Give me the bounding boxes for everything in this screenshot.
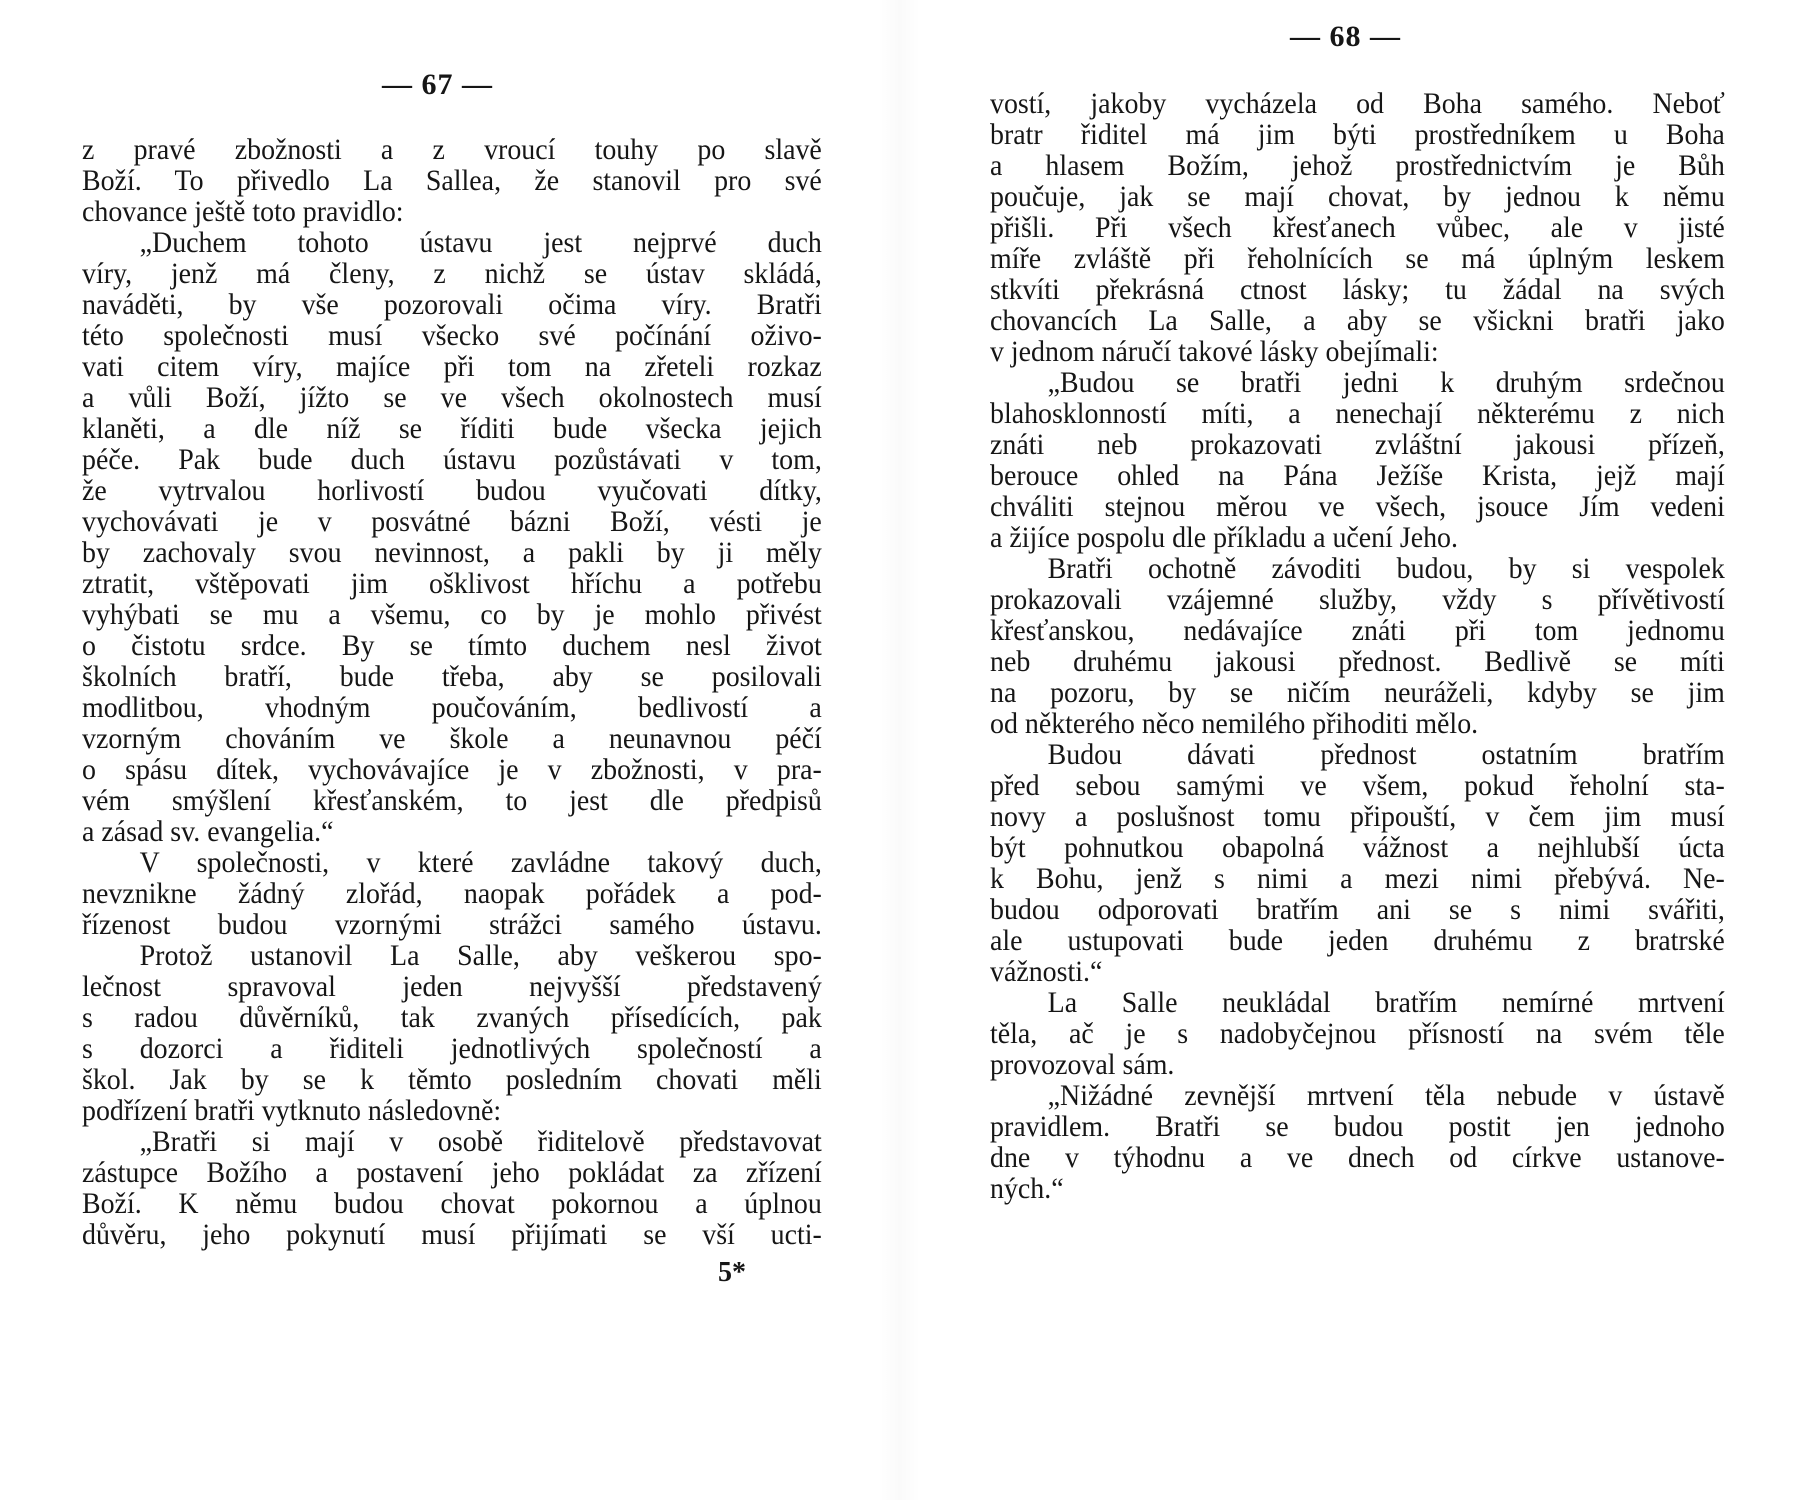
text-line: vzorným chováním ve škole a neunavnou péčí xyxy=(82,722,822,755)
text-line: novy a poslušnost tomu připouští, v čem jim musí xyxy=(990,800,1725,833)
text-line: berouce ohled na Pána Ježíše Krista, jejž mají xyxy=(990,459,1725,492)
page-number-right: — 68 — xyxy=(1290,20,1401,53)
text-line: Boží. To přivedlo La Sallea, že stanovil pro své xyxy=(82,164,822,197)
text-line: a vůli Boží, jížto se ve všech okolnostech musí xyxy=(82,381,822,414)
text-line: prokazovali vzájemné služby, vždy s přívětivostí xyxy=(990,583,1725,616)
text-line: důvěru, jeho pokynutí musí přijímati se vší ucti- xyxy=(82,1218,822,1251)
text-line: chváliti stejnou měrou ve všech, jsouce Jím vedeni xyxy=(990,490,1725,523)
text-line: La Salle neukládal bratřím nemírné mrtvení xyxy=(1047,986,1725,1019)
text-line: blahosklonností míti, a nenechají některému z nich xyxy=(990,397,1725,430)
text-line: řízenost budou vzornými strážci samého ústavu. xyxy=(82,908,822,941)
signature-mark: 5* xyxy=(718,1257,746,1288)
text-line: že vytrvalou horlivostí budou vyučovati dítky, xyxy=(82,474,822,507)
text-line: podřízení bratři vytknuto následovně: xyxy=(82,1094,502,1127)
text-line: přišli. Při všech křesťanech vůbec, ale v jisté xyxy=(990,211,1725,244)
page-number-left: — 67 — xyxy=(382,68,493,101)
book-gutter xyxy=(880,0,920,1500)
text-line: Boží. K němu budou chovat pokornou a úplnou xyxy=(82,1187,822,1220)
text-line: vém smýšlení křesťanském, to jest dle předpisů xyxy=(82,784,822,817)
text-line: být pohnutkou obapolná vážnost a nejhlubší úcta xyxy=(990,831,1725,864)
text-line: a hlasem Božím, jehož prostřednictvím je Bůh xyxy=(990,149,1725,182)
text-line: budou odporovati bratřím ani se s nimi svářiti, xyxy=(990,893,1725,926)
text-line: ných.“ xyxy=(990,1172,1064,1205)
text-line: o čistotu srdce. By se tímto duchem nesl život xyxy=(82,629,822,662)
text-line: vážnosti.“ xyxy=(990,955,1103,988)
text-line: by zachovaly svou nevinnost, a pakli by ji měly xyxy=(82,536,822,569)
text-line: vostí, jakoby vycházela od Boha samého. Neboť xyxy=(990,87,1725,120)
text-line: péče. Pak bude duch ústavu pozůstávati v tom, xyxy=(82,443,822,476)
text-line: bratr řiditel má jim býti prostředníkem u Boha xyxy=(990,118,1725,151)
text-line: „Bratři si mají v osobě řiditelově představovat xyxy=(139,1125,822,1158)
text-line: a zásad sv. evangelia.“ xyxy=(82,815,334,848)
text-line: Protož ustanovil La Salle, aby veškerou spo- xyxy=(139,939,822,972)
text-line: školních bratří, bude třeba, aby se posilovali xyxy=(82,660,822,693)
text-line: zástupce Božího a postavení jeho pokládat za zřízení xyxy=(82,1156,822,1189)
text-line: naváděti, by vše pozorovali očima víry. Bratři xyxy=(82,288,822,321)
text-line: V společnosti, v které zavládne takový duch, xyxy=(139,846,822,879)
text-line: a žijíce pospolu dle příkladu a učení Jeho. xyxy=(990,521,1458,554)
text-line: míře zvláště při řeholnících se má úplným leskem xyxy=(990,242,1725,275)
text-line: s radou důvěrníků, tak zvaných přísedících, pak xyxy=(82,1001,822,1034)
text-line: s dozorci a řiditeli jednotlivých společností a xyxy=(82,1032,822,1065)
text-line: v jednom náručí takové lásky obejímali: xyxy=(990,335,1439,368)
text-line: poučuje, jak se mají chovat, by jednou k němu xyxy=(990,180,1725,213)
text-line: Budou dávati přednost ostatním bratřím xyxy=(1047,738,1725,771)
text-line: neb druhému jakousi přednost. Bedlivě se míti xyxy=(990,645,1725,678)
text-line: křesťanskou, nedávajíce znáti při tom jednomu xyxy=(990,614,1725,647)
text-line: před sebou samými ve všem, pokud řeholní sta- xyxy=(990,769,1725,802)
text-line: znáti neb prokazovati zvláštní jakousi přízeň, xyxy=(990,428,1725,461)
text-line: této společnosti musí všecko své počínání oživo- xyxy=(82,319,822,352)
text-line: víry, jenž má členy, z nichž se ústav skládá, xyxy=(82,257,822,290)
text-line: vati citem víry, majíce při tom na zřeteli rozkaz xyxy=(82,350,822,383)
text-line: „Nižádné zevnější mrtvení těla nebude v ústavě xyxy=(1047,1079,1725,1112)
text-line: vychovávati je v posvátné bázni Boží, vésti je xyxy=(82,505,822,538)
text-line: nevznikne žádný zlořád, naopak pořádek a pod- xyxy=(82,877,822,910)
text-line: dne v týhodnu a ve dnech od církve ustanove- xyxy=(990,1141,1725,1174)
text-line: stkvíti překrásná ctnost lásky; tu žádal na svých xyxy=(990,273,1725,306)
text-line: škol. Jak by se k těmto posledním chovati měli xyxy=(82,1063,822,1096)
text-line: ale ustupovati bude jeden druhému z bratrské xyxy=(990,924,1725,957)
text-line: lečnost spravoval jeden nejvyšší představený xyxy=(82,970,822,1003)
text-line: chovancích La Salle, a aby se všickni bratři jako xyxy=(990,304,1725,337)
text-line: z pravé zbožnosti a z vroucí touhy po slavě xyxy=(82,133,822,166)
text-line: ztratit, vštěpovati jim ošklivost hříchu a potřebu xyxy=(82,567,822,600)
text-line: k Bohu, jenž s nimi a mezi nimi přebývá. Ne- xyxy=(990,862,1725,895)
text-line: o spásu dítek, vychovávajíce je v zbožnosti, v pra- xyxy=(82,753,822,786)
text-line: Bratři ochotně závoditi budou, by si vespolek xyxy=(1047,552,1725,585)
text-line: klaněti, a dle níž se říditi bude všecka jejich xyxy=(82,412,822,445)
text-line: provozoval sám. xyxy=(990,1048,1175,1081)
text-line: modlitbou, vhodným poučováním, bedlivostí a xyxy=(82,691,822,724)
text-line: vyhýbati se mu a všemu, co by je mohlo přivést xyxy=(82,598,822,631)
text-line: pravidlem. Bratři se budou postit jen jednoho xyxy=(990,1110,1725,1143)
text-line: od některého něco nemilého přihoditi mělo. xyxy=(990,707,1479,740)
text-line: na pozoru, by se ničím neuráželi, kdyby se jim xyxy=(990,676,1725,709)
text-line: „Duchem tohoto ústavu jest nejprvé duch xyxy=(139,226,822,259)
text-line: těla, ač je s nadobyčejnou přísností na svém těle xyxy=(990,1017,1725,1050)
text-line: chovance ještě toto pravidlo: xyxy=(82,195,404,228)
text-line: „Budou se bratři jedni k druhým srdečnou xyxy=(1047,366,1725,399)
